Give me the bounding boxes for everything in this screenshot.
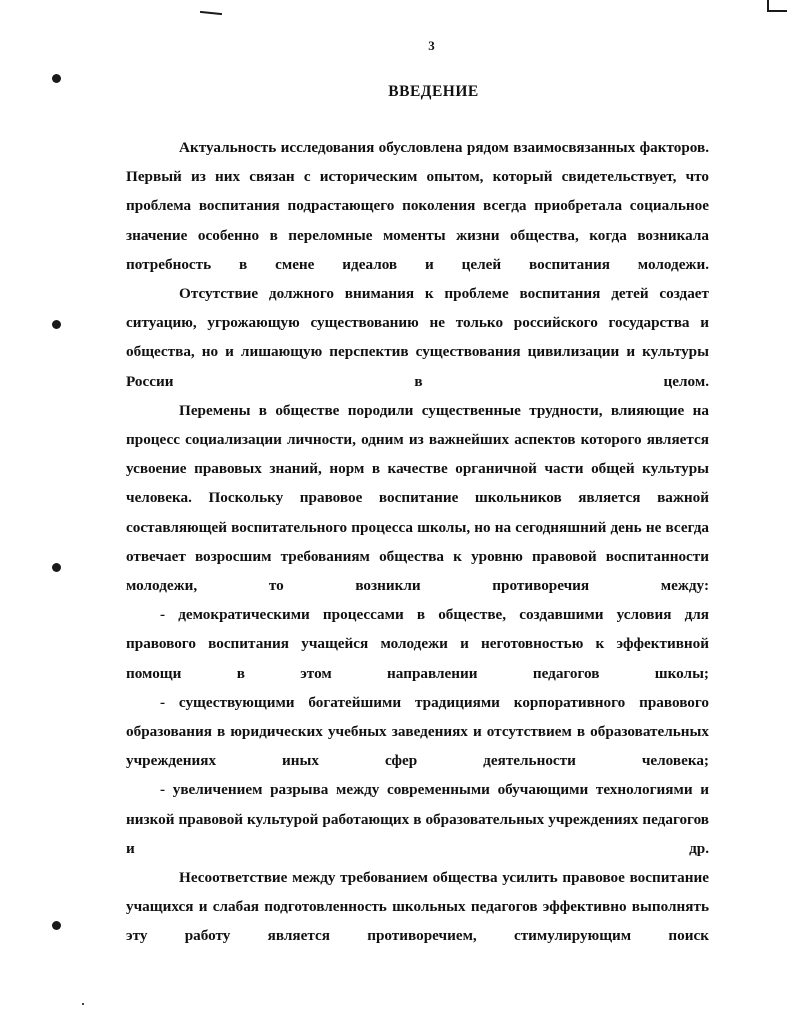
- punch-hole-mark: [52, 320, 61, 329]
- scan-artifact-speck: [82, 1003, 84, 1005]
- scan-artifact-corner: [767, 0, 787, 12]
- list-item-contradiction-1: - демократическими процессами в обществе, создавшими условия для правового воспитания учащейся молодежи и неготовностью к эффективной помощи в этом направлении педагогов школы;: [126, 606, 709, 682]
- paragraph-lack-of-attention: Отсутствие должного внимания к проблеме воспитания детей создает ситуацию, угрожающую существованию не только российского государства и общества, но и лишающую перспектив существования цивилизации и культуры России в целом.: [126, 285, 709, 390]
- list-item-contradiction-2: - существующими богатейшими традициями корпоративного правового образования в юридических учебных заведениях и отсутствием в образовательных учреждениях иных сфер деятельности человека;: [126, 693, 709, 770]
- punch-hole-mark: [52, 74, 61, 83]
- list-item-contradiction-3: - увеличением разрыва между современными обучающими технологиями и низкой правовой культурой работающих в образовательных учреждениях педагогов и др.: [126, 781, 709, 857]
- paragraph-changes-in-society: Перемены в обществе породили существенные трудности, влияющие на процесс социализации личности, одним из важнейших аспектов которого является усвоение правовых знаний, норм в качестве органичной части общей культуры человека. Поскольку правовое воспитание школьников является важной составляющей воспитательного процесса школы, но на сегодняшний день не всегда отвечает возросшим требованиям общества к уровню правовой воспитанности молодежи, то возникли противоречия между:: [126, 401, 709, 595]
- paragraph-relevance: Актуальность исследования обусловлена рядом взаимосвязанных факторов. Первый из них связан с историческим опытом, который свидетельствует, что проблема воспитания подрастающего поколения всегда приобретала социальное значение особенно в переломные моменты жизни общества, когда возникала потребность в смене идеалов и целей воспитания молодежи.: [126, 139, 709, 273]
- page-title: ВВЕДЕНИЕ: [388, 83, 479, 100]
- punch-hole-mark: [52, 921, 61, 930]
- page-number: 3: [428, 38, 435, 53]
- paragraph-discrepancy: Несоответствие между требованием общества усилить правовое воспитание учащихся и слабая подготовленность школьных педагогов эффективно выполнять эту работу является противоречием, стимулирующим поиск: [126, 869, 709, 945]
- document-body: [126, 133, 709, 951]
- scan-artifact-dash: [200, 11, 222, 15]
- punch-hole-mark: [52, 563, 61, 572]
